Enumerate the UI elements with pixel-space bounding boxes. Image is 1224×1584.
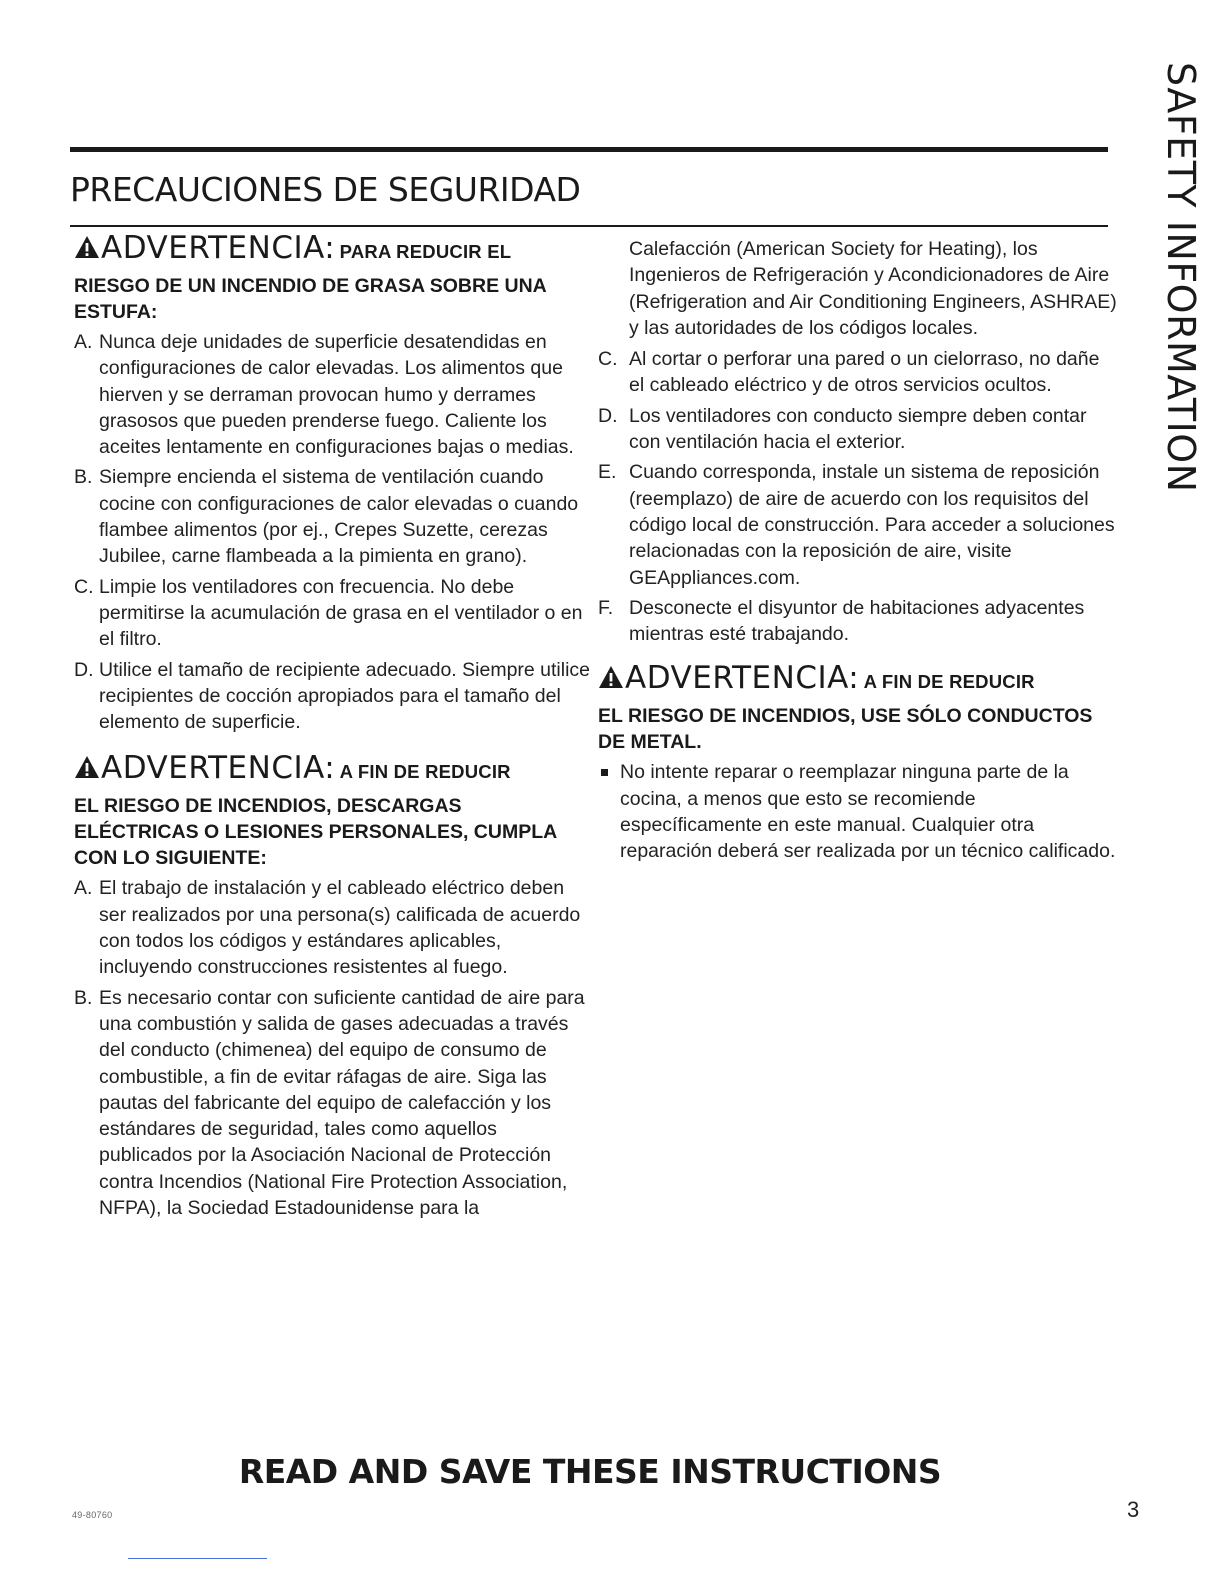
warning-block-fire-shock-injury	[74, 749, 594, 871]
list-item: A. Nunca deje unidades de superficie desatendidas en configuraciones de calor elevadas. Los alimentos que hierven y se derraman provocan humo y derrames grasosos que pueden prenderse fuego. Caliente los aceites lentamente en configuraciones bajas o medias.	[74, 331, 574, 459]
installation-list	[74, 875, 594, 1221]
list-item: C. Limpie los ventiladores con frecuencia. No debe permitirse la acumulación de grasa en el ventilador o en el filtro.	[74, 575, 583, 651]
left-column	[74, 229, 594, 1225]
warning-triangle-icon	[74, 235, 100, 259]
list-item: D. Los ventiladores con conducto siempre deben contar con ventilación hacia el exterior.	[598, 404, 1087, 454]
top-heavy-rule	[70, 147, 1108, 152]
page-title: PRECAUCIONES DE SEGURIDAD	[70, 170, 581, 209]
list-item: E. Cuando corresponda, instale un sistema de reposición (reemplazo) de aire de acuerdo con los requisitos del código local de construcción. Para acceder a soluciones relacionadas con la reposición de aire, visite GEAppliances.com.	[598, 461, 1115, 589]
warning-lead: PARA REDUCIR EL	[339, 241, 512, 262]
warning-word: ADVERTENCIA:	[625, 660, 860, 697]
list-item: No intente reparar o reemplazar ninguna parte de la cocina, a menos que esto se recomiende específicamente en este manual. Cualquier otra reparación deberá ser realizada por un técnico calificado.	[598, 759, 1118, 864]
warning-lead: A FIN DE REDUCIR	[863, 671, 1035, 693]
footer-title: READ AND SAVE THESE INSTRUCTIONS	[238, 1452, 942, 1491]
repair-bullet-list	[598, 759, 1118, 864]
warning-block-grease-fire	[74, 229, 594, 325]
list-item: D. Utilice el tamaño de recipiente adecuado. Siempre utilice recipientes de cocción apropiados para el tamaño del elemento de superficie.	[74, 658, 591, 734]
continued-text: Calefacción (American Society for Heating), los Ingenieros de Refrigeración y Acondicionadores de Aire (Refrigeration and Air Conditioning Engineers, ASHRAE) y las autoridades de los códigos locales.	[629, 238, 1117, 339]
warning-word: ADVERTENCIA:	[101, 750, 336, 787]
document-code: 49-80760	[72, 1510, 113, 1520]
list-item: A. El trabajo de instalación y el cableado eléctrico deben ser realizados por una persona(s) calificada de acuerdo con todos los códigos y estándares aplicables, incluyendo construcciones resistentes al fuego.	[74, 877, 581, 979]
list-item: F. Desconecte el disyuntor de habitaciones adyacentes mientras esté trabajando.	[598, 596, 1085, 646]
side-tab-label: SAFETY INFORMATION	[1159, 62, 1203, 493]
warning-text: EL RIESGO DE INCENDIOS, USE SÓLO CONDUCTOS DE METAL.	[598, 705, 1093, 754]
title-underline-rule	[70, 225, 1108, 227]
warning-lead: A FIN DE REDUCIR	[339, 761, 511, 783]
warning-text: EL RIESGO DE INCENDIOS, DESCARGAS ELÉCTRICAS O LESIONES PERSONALES, CUMPLA CON LO SIGUIENTE:	[74, 795, 557, 870]
list-item: B. Siempre encienda el sistema de ventilación cuando cocine con configuraciones de calor elevadas o cuando flambee alimentos (por ej., Crepes Suzette, cerezas Jubilee, carne flambeada a la pimienta en grano).	[74, 466, 579, 568]
right-column	[598, 236, 1118, 865]
warning-triangle-icon	[74, 755, 100, 779]
list-item: C. Al cortar o perforar una pared o un cielorraso, no dañe el cableado eléctrico y de otros servicios ocultos.	[598, 348, 1100, 397]
installation-list-continued	[598, 346, 1118, 647]
warning-triangle-icon	[598, 665, 624, 689]
warning-text: RIESGO DE UN INCENDIO DE GRASA SOBRE UNA ESTUFA:	[74, 275, 547, 323]
page-number: 3	[1127, 1497, 1140, 1522]
list-item: B. Es necesario contar con suficiente cantidad de aire para una combustión y salida de gases adecuadas a través del conducto (chimenea) del equipo de consumo de combustible, a fin de evitar ráfagas de aire. Siga las pautas del fabricante del equipo de calefacción y los estándares de seguridad, tales como aquellos publicados por la Asociación Nacional de Protección contra Incendios (National Fire Protection Association, NFPA), la Sociedad Estadounidense para la	[74, 986, 585, 1220]
warning-word: ADVERTENCIA:	[101, 230, 336, 266]
grease-fire-list	[74, 329, 594, 735]
warning-block-metal-ducts	[598, 659, 1118, 755]
bottom-blue-rule	[128, 1558, 267, 1559]
